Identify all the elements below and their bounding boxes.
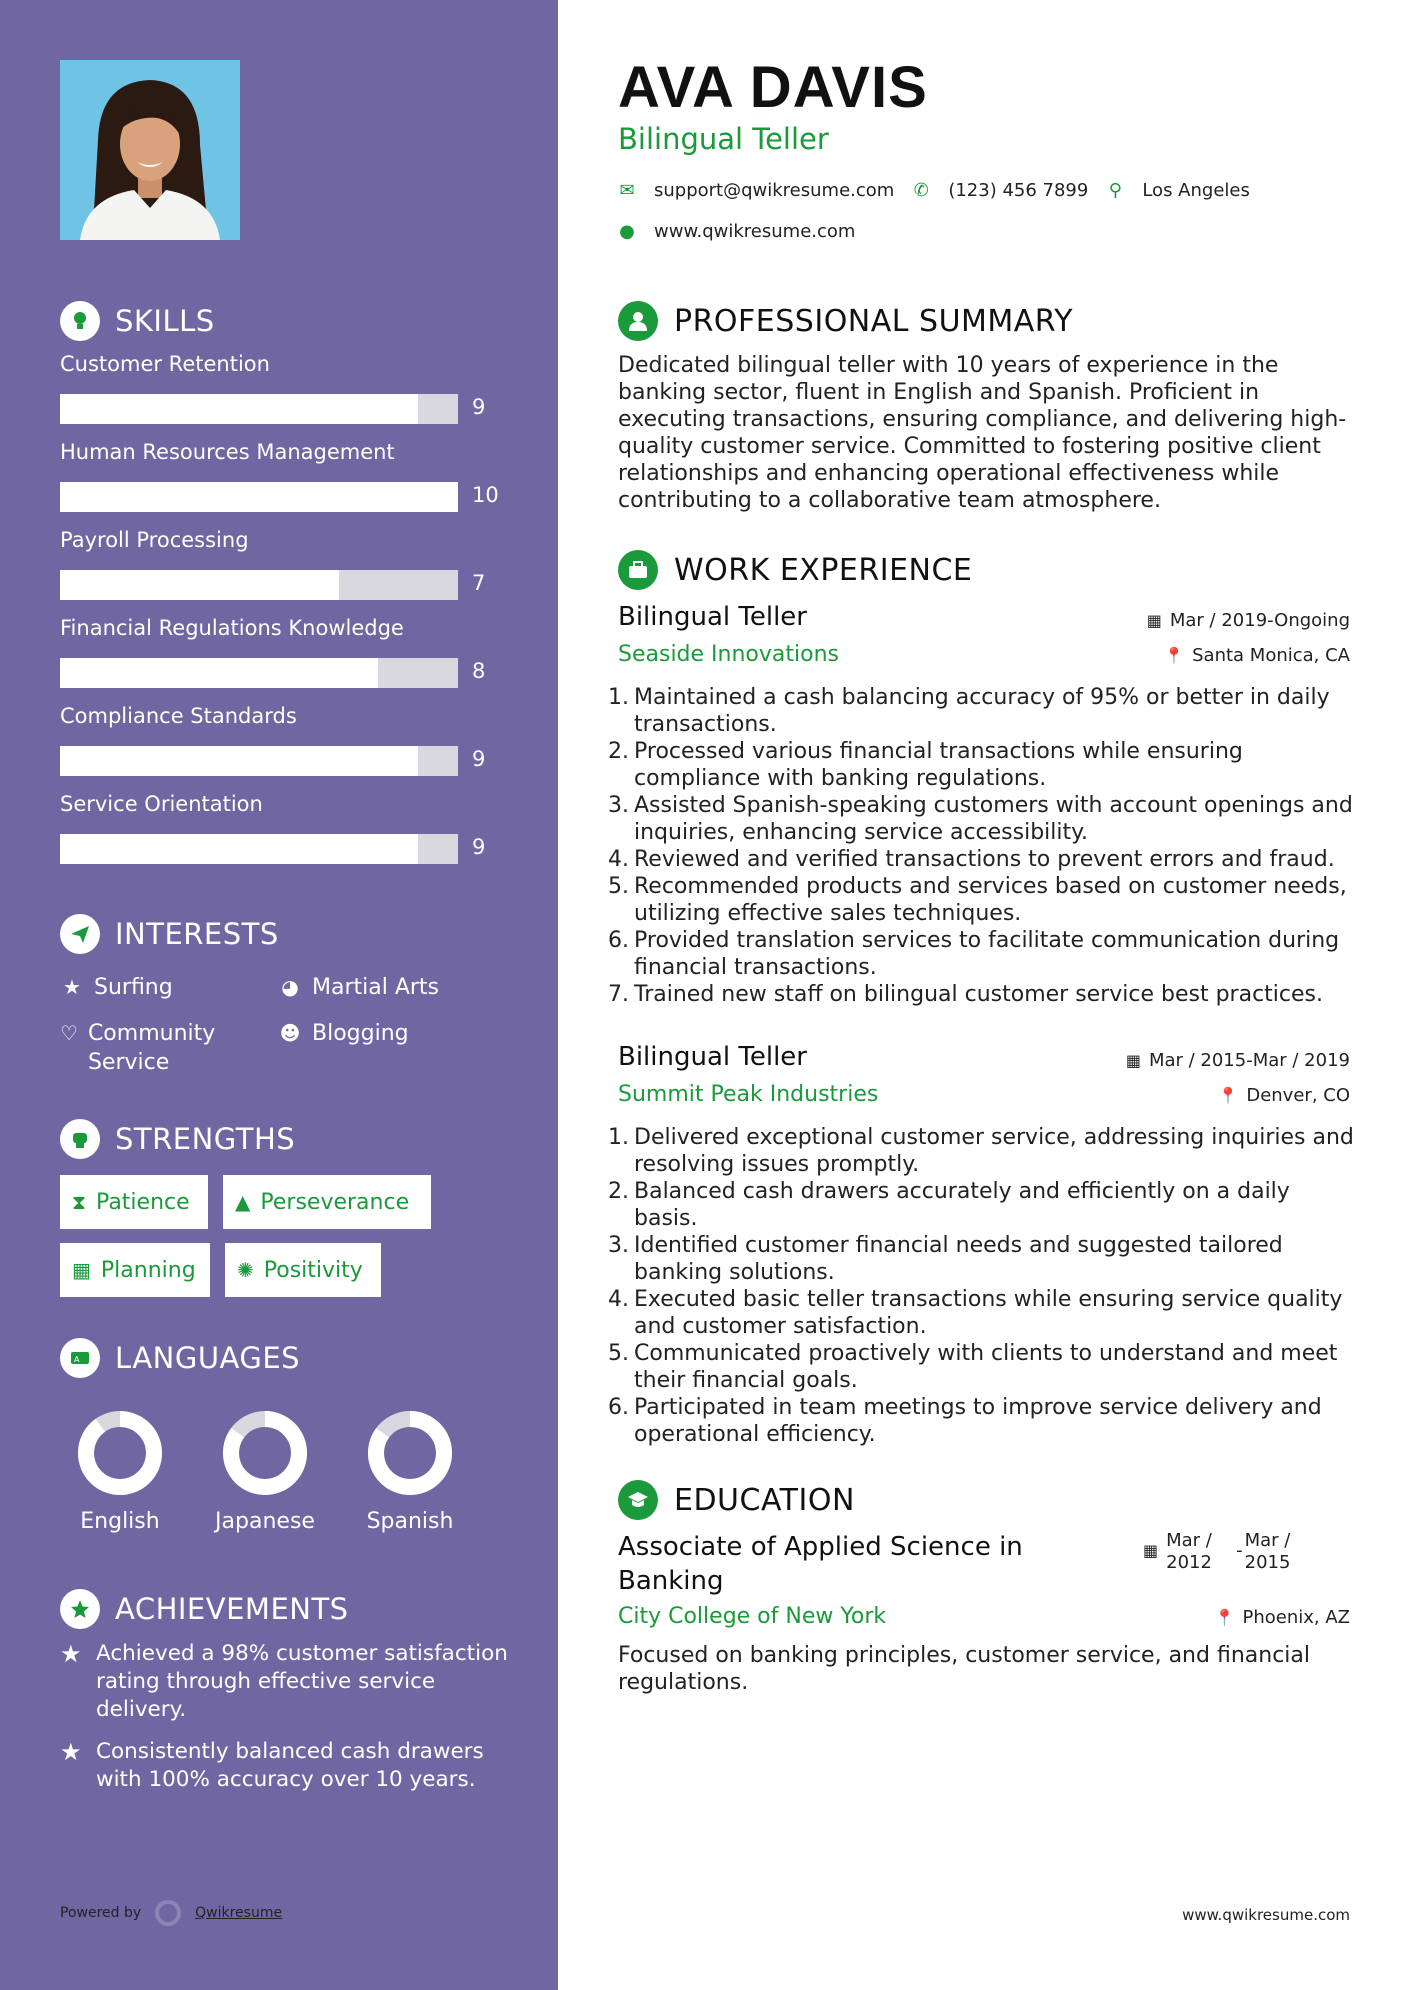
calendar-icon: ▦ <box>1143 1541 1159 1560</box>
candidate-name: AVA DAVIS <box>618 55 928 120</box>
contact-location <box>1106 180 1250 201</box>
skill-label: Human Resources Management <box>60 440 395 464</box>
contact-website-row <box>618 221 873 242</box>
interests-list <box>60 973 520 1093</box>
strength-tag <box>60 1175 208 1229</box>
duty-item: Trained new staff on bilingual customer service best practices. <box>634 982 1323 1007</box>
website-text: www.qwikresume.com <box>654 221 856 242</box>
strength-label: Patience <box>96 1189 190 1215</box>
globe-icon: ● <box>619 221 635 242</box>
interests-section <box>60 913 520 1093</box>
skill-bar <box>60 746 458 776</box>
skills-list <box>60 352 520 880</box>
interests-title: INTERESTS <box>115 917 279 951</box>
skill-label: Service Orientation <box>60 792 263 816</box>
strengths-title: STRENGTHS <box>115 1122 296 1156</box>
globe-icon: ◕ <box>281 975 299 999</box>
calendar-icon: ▦ <box>1146 611 1162 630</box>
main-content <box>558 0 1407 1990</box>
svg-text:A: A <box>74 1355 80 1364</box>
school-location <box>1215 1607 1350 1628</box>
experience-header <box>618 550 972 590</box>
job-date-text: Mar / 2015-Mar / 2019 <box>1148 1050 1350 1071</box>
achievements-title: ACHIEVEMENTS <box>115 1592 349 1626</box>
skills-title: SKILLS <box>115 304 215 338</box>
language-ring <box>364 1407 456 1499</box>
summary-title: PROFESSIONAL SUMMARY <box>674 303 1074 339</box>
strength-tag <box>223 1175 431 1229</box>
pin-icon: 📍 <box>1218 1086 1239 1105</box>
language-ring <box>74 1407 166 1499</box>
duty-item: Delivered exceptional customer service, addressing inquiries and resolving issues promptly. <box>634 1125 1354 1177</box>
job-location <box>1218 1085 1350 1106</box>
skill-item <box>60 704 520 792</box>
interests-header <box>60 913 520 955</box>
qwikresume-logo-icon <box>155 1900 181 1926</box>
skill-value: 9 <box>472 747 486 771</box>
job-date-text: Mar / 2019-Ongoing <box>1169 610 1350 631</box>
star-icon: ★ <box>63 975 81 999</box>
achievement-text: Achieved a 98% customer satisfaction rating through effective service delivery. <box>96 1641 508 1722</box>
experience-title: WORK EXPERIENCE <box>674 552 973 588</box>
duty-item: Participated in team meetings to improve service delivery and operational efficiency. <box>634 1395 1322 1447</box>
skill-value: 10 <box>472 483 499 507</box>
contact-phone[interactable] <box>912 180 1088 201</box>
skill-bar <box>60 834 458 864</box>
duty-item: Executed basic teller transactions while ensuring service quality and customer satisfaction. <box>634 1287 1343 1339</box>
candidate-title: Bilingual Teller <box>618 122 829 156</box>
contact-website[interactable] <box>618 221 855 242</box>
calendar-icon: ▦ <box>1125 1051 1141 1070</box>
user-icon <box>618 301 658 341</box>
skill-bar-fill <box>60 394 418 424</box>
summary-header <box>618 301 1073 341</box>
job-duties <box>608 684 1360 1008</box>
education-end: Mar / 2015 <box>1244 1530 1291 1573</box>
skill-value: 9 <box>472 395 486 419</box>
date-separator: - <box>1236 1540 1243 1561</box>
achievements-header <box>60 1588 520 1630</box>
language-label: Japanese <box>215 1509 315 1534</box>
education-title: EDUCATION <box>674 1482 855 1518</box>
shooting-star-icon: ★ <box>60 1738 82 1766</box>
duty-item: Identified customer financial needs and suggested tailored banking solutions. <box>634 1233 1283 1285</box>
job-date <box>1147 610 1350 631</box>
job-duties <box>608 1124 1360 1448</box>
pin-icon: 📍 <box>1214 1608 1235 1627</box>
skill-label: Payroll Processing <box>60 528 249 552</box>
footer-url: www.qwikresume.com <box>1182 1906 1350 1924</box>
paper-plane-icon <box>60 914 100 954</box>
profile-photo <box>60 60 240 240</box>
envelope-icon: ✉ <box>619 180 635 201</box>
school-location-text: Phoenix, AZ <box>1242 1607 1350 1628</box>
skill-value: 7 <box>472 571 486 595</box>
degree-title: Associate of Applied Science in Banking <box>618 1532 1023 1596</box>
strength-tag <box>60 1243 210 1297</box>
achievement-item <box>60 1640 520 1724</box>
education-dates <box>1143 1530 1303 1574</box>
language-item <box>60 1407 180 1534</box>
duty-item: Reviewed and verified transactions to prevent errors and fraud. <box>634 847 1335 872</box>
calendar-icon: ▦ <box>72 1258 91 1282</box>
education-header <box>618 1480 855 1520</box>
sidebar <box>0 0 558 1990</box>
contact-email[interactable] <box>618 180 894 201</box>
skill-bar-fill <box>60 570 339 600</box>
job-location <box>1164 645 1350 666</box>
job-date <box>1126 1050 1350 1071</box>
skill-value: 8 <box>472 659 486 683</box>
skill-item <box>60 792 520 880</box>
education-start: Mar / 2012 <box>1166 1530 1212 1573</box>
skill-bar-fill <box>60 834 418 864</box>
strengths-header <box>60 1118 520 1160</box>
skills-header <box>60 300 520 342</box>
strength-tag <box>225 1243 381 1297</box>
achievements-section <box>60 1588 520 1818</box>
languages-header <box>60 1337 520 1379</box>
skill-bar <box>60 394 458 424</box>
skills-section <box>60 300 520 880</box>
strengths-section <box>60 1118 520 1283</box>
skill-bar <box>60 658 458 688</box>
interest-label: Martial Arts <box>312 975 440 1000</box>
email-text: support@qwikresume.com <box>654 180 895 201</box>
skill-label: Customer Retention <box>60 352 270 376</box>
duty-item: Assisted Spanish-speaking customers with account openings and inquiries, enhancing service accessibility. <box>634 793 1353 845</box>
road-icon: ▲ <box>235 1190 251 1214</box>
skill-label: Compliance Standards <box>60 704 297 728</box>
achievement-item <box>60 1738 520 1794</box>
duty-item: Maintained a cash balancing accuracy of 95% or better in daily transactions. <box>634 685 1330 737</box>
summary-text: Dedicated bilingual teller with 10 years of experience in the banking sector, fluent in English and Spanish. Proficient in executing transactions, ensuring compliance, and delivering high-quality customer service. Committed to fostering positive client relationships and enhancing operational effectiveness while contributing to a collaborative team atmosphere. <box>618 353 1347 513</box>
qwikresume-link[interactable]: Qwikresume <box>195 1905 283 1921</box>
skill-label: Financial Regulations Knowledge <box>60 616 404 640</box>
skill-bar <box>60 570 458 600</box>
job-company: Seaside Innovations <box>618 642 839 667</box>
school-name: City College of New York <box>618 1604 887 1629</box>
strength-label: Perseverance <box>260 1189 410 1215</box>
skill-bar <box>60 482 458 512</box>
fist-icon <box>60 1119 100 1159</box>
skill-value: 9 <box>472 835 486 859</box>
graduation-icon <box>618 1480 658 1520</box>
languages-section <box>60 1337 520 1547</box>
map-pin-icon: ⚲ <box>1108 180 1122 201</box>
strength-label: Planning <box>100 1257 196 1283</box>
skill-bar-fill <box>60 482 458 512</box>
language-label: English <box>80 1509 160 1534</box>
language-item <box>350 1407 470 1534</box>
star-badge-icon <box>60 1589 100 1629</box>
contact-row <box>618 180 1268 201</box>
education-text: Focused on banking principles, customer service, and financial regulations. <box>618 1643 1310 1695</box>
duty-item: Communicated proactively with clients to understand and meet their financial goals. <box>634 1341 1338 1393</box>
interest-label: Surfing <box>94 975 173 1000</box>
interest-item <box>278 973 439 1002</box>
achievement-text: Consistently balanced cash drawers with 100% accuracy over 10 years. <box>96 1739 484 1792</box>
skill-item <box>60 440 520 528</box>
language-label: Spanish <box>366 1509 454 1534</box>
interest-label: Blogging <box>312 1021 409 1046</box>
interest-item <box>60 1019 240 1077</box>
language-icon <box>60 1338 100 1378</box>
skill-bar-fill <box>60 746 418 776</box>
skill-item <box>60 528 520 616</box>
job-title: Bilingual Teller <box>618 602 807 632</box>
shooting-star-icon: ★ <box>60 1640 82 1668</box>
heart-hand-icon: ♡ <box>60 1021 78 1045</box>
powered-by-label: Powered by <box>60 1905 142 1921</box>
skill-item <box>60 616 520 704</box>
briefcase-icon <box>618 550 658 590</box>
interest-item <box>60 973 173 1002</box>
strength-label: Positivity <box>263 1257 363 1283</box>
lightbulb-icon <box>60 301 100 341</box>
pin-icon: 📍 <box>1164 646 1185 665</box>
duty-item: Processed various financial transactions while ensuring compliance with banking regulations. <box>634 739 1243 791</box>
language-ring <box>219 1407 311 1499</box>
phone-icon: ✆ <box>913 180 929 201</box>
duty-item: Recommended products and services based on customer needs, utilizing effective sales techniques. <box>634 874 1347 926</box>
interest-label: Community Service <box>87 1021 216 1075</box>
job-company: Summit Peak Industries <box>618 1082 879 1107</box>
duty-item: Balanced cash drawers accurately and efficiently on a daily basis. <box>634 1179 1290 1231</box>
skill-item <box>60 352 520 440</box>
powered-by <box>60 1900 282 1926</box>
users-icon: ☻ <box>279 1021 301 1045</box>
duty-item: Provided translation services to facilitate communication during financial transactions. <box>634 928 1340 980</box>
job-location-text: Denver, CO <box>1246 1085 1350 1106</box>
skill-bar-fill <box>60 658 378 688</box>
job-location-text: Santa Monica, CA <box>1192 645 1350 666</box>
location-text: Los Angeles <box>1142 180 1250 201</box>
hourglass-icon: ⧗ <box>72 1190 87 1214</box>
phone-text: (123) 456 7899 <box>948 180 1089 201</box>
interest-item <box>278 1019 409 1048</box>
language-item <box>205 1407 325 1534</box>
job-title: Bilingual Teller <box>618 1042 807 1072</box>
languages-title: LANGUAGES <box>115 1341 301 1375</box>
sun-icon: ✺ <box>237 1258 254 1282</box>
